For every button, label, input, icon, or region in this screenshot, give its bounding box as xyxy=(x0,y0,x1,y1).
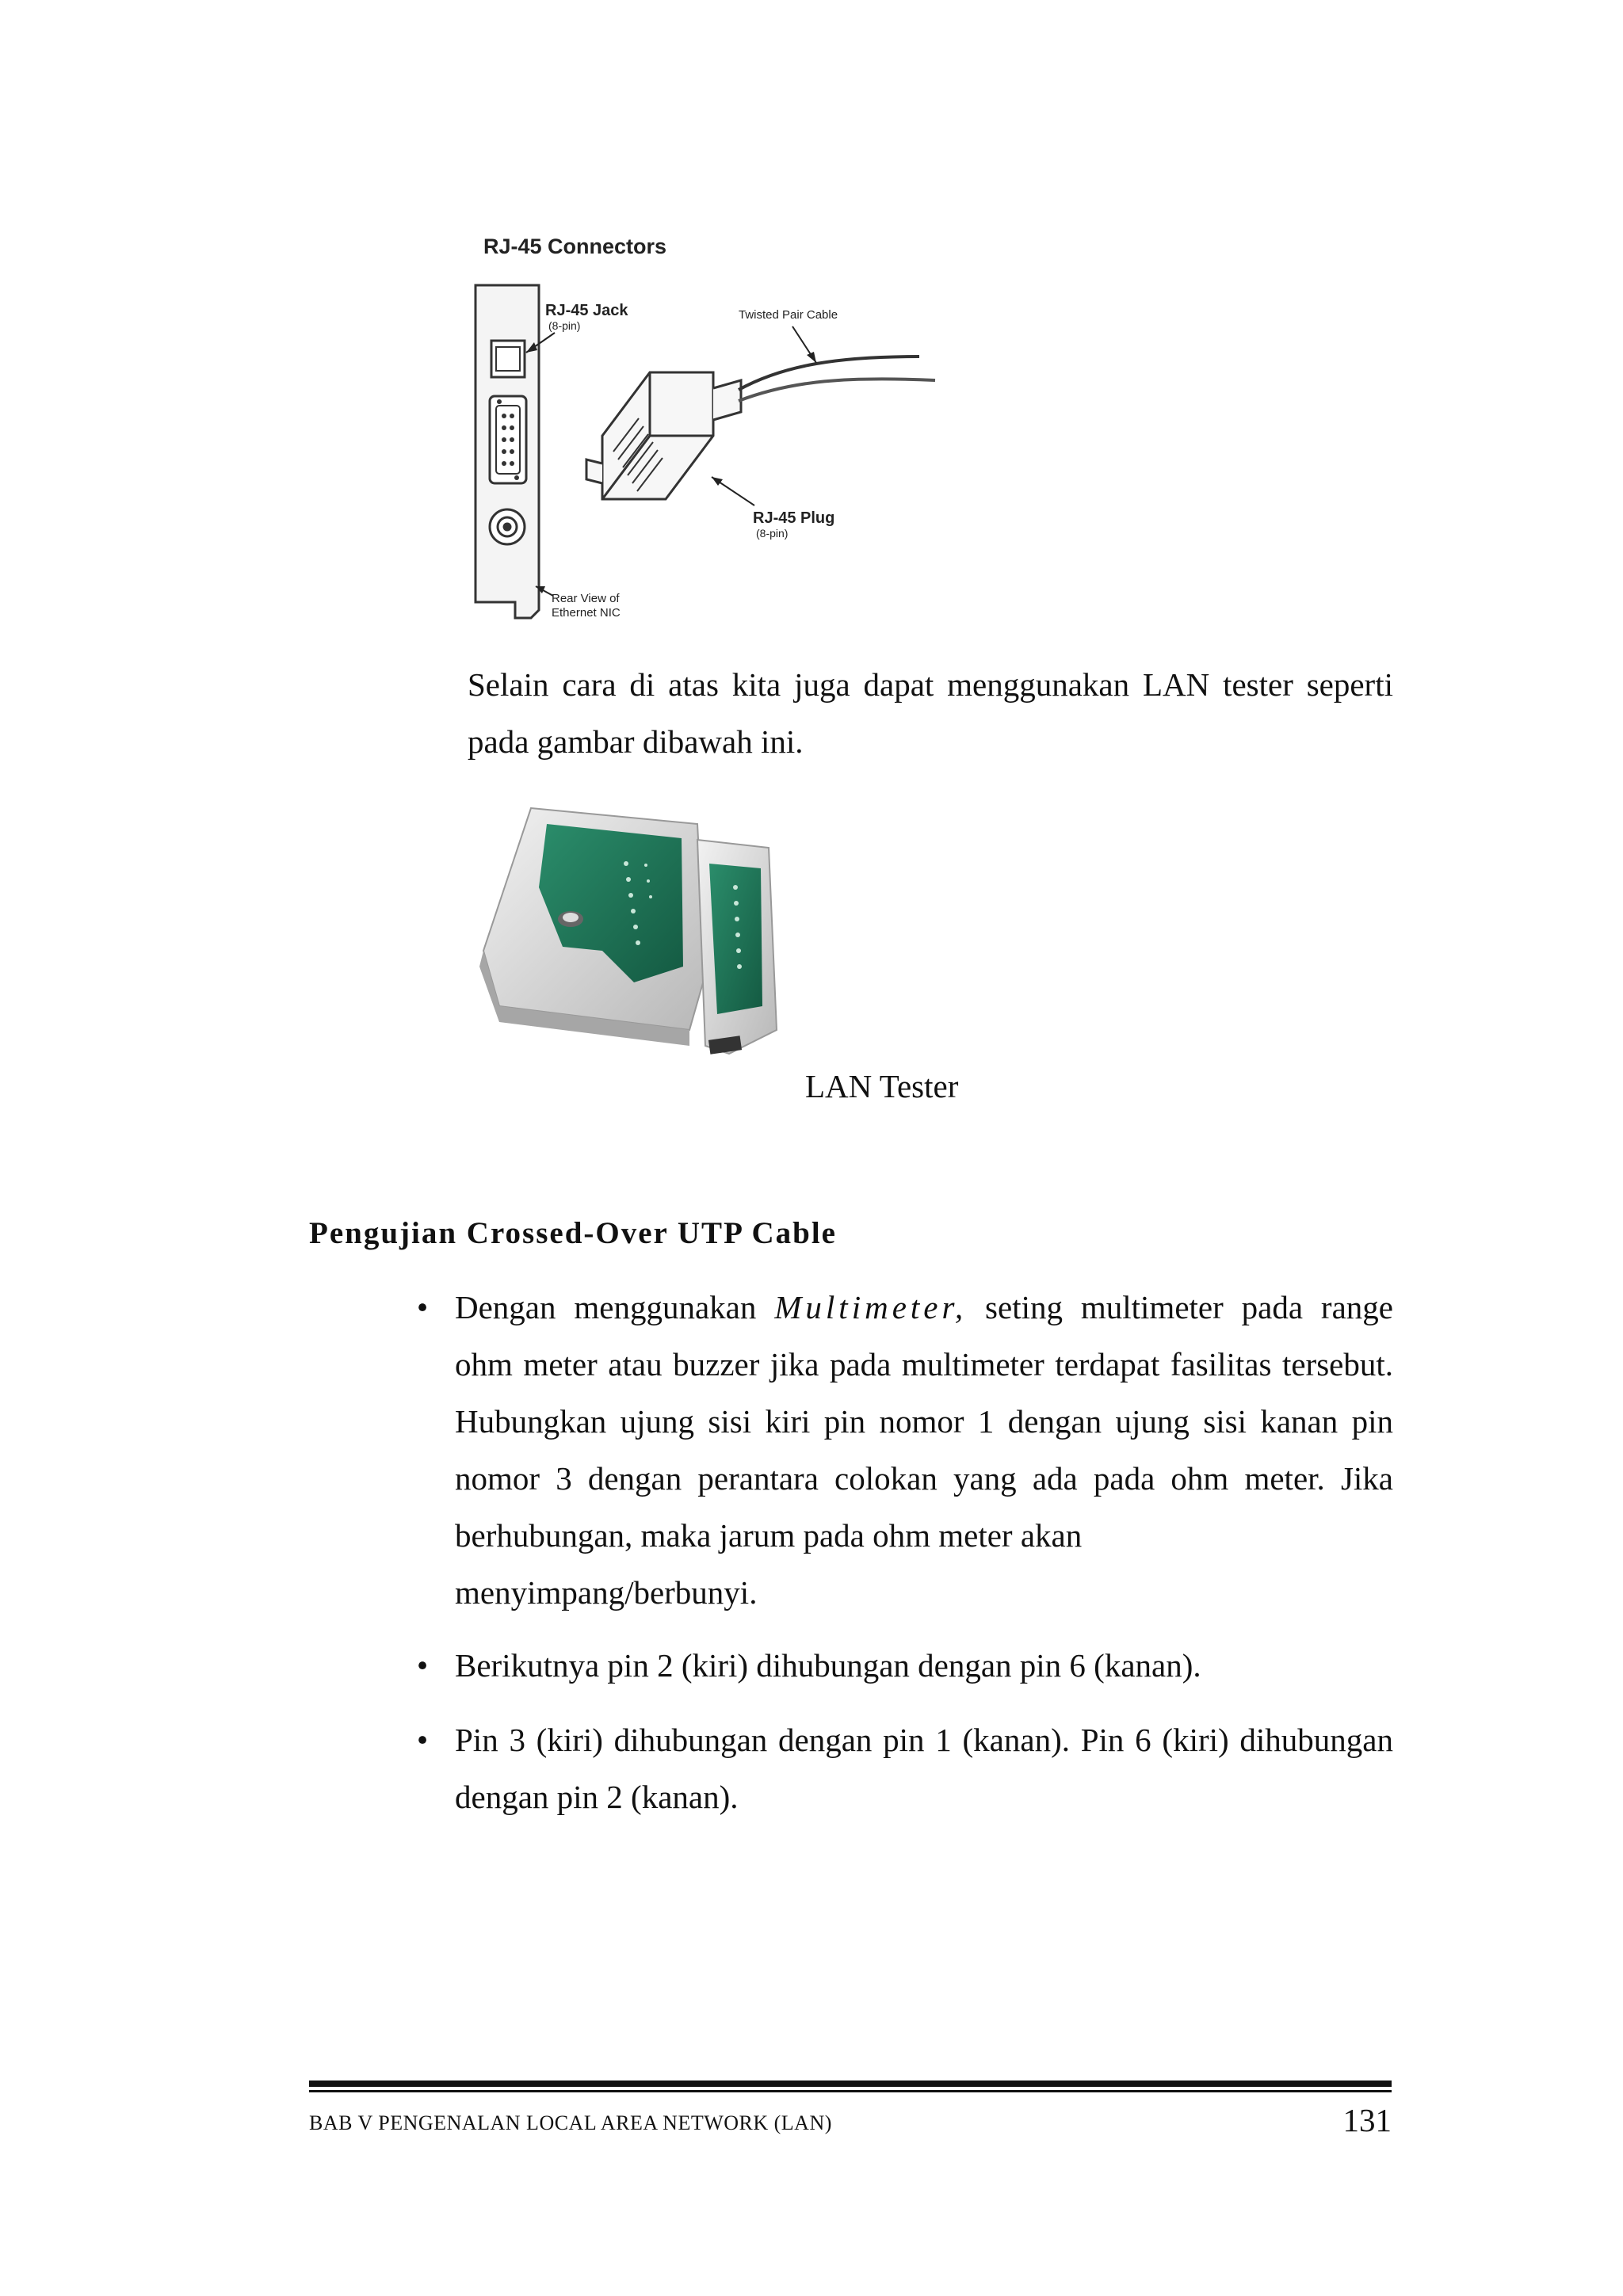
bullet-text-last-line: menyimpang/berbunyi. xyxy=(455,1574,758,1611)
bullet-item-2 xyxy=(416,1637,1393,1694)
figure-title: RJ-45 Connectors xyxy=(483,235,667,258)
bullet-text-last-line: dengan pin 2 (kanan). xyxy=(455,1779,739,1815)
bullet-dot: • xyxy=(416,1722,429,1758)
bullet-text: Pin 3 (kiri) dihubungan dengan pin 1 (kanan). Pin 6 (kiri) dihubungan xyxy=(455,1722,1393,1758)
bullet-dot: • xyxy=(416,1647,429,1684)
bullet-item-3 xyxy=(416,1711,1393,1825)
jack-sublabel: (8-pin) xyxy=(548,319,581,332)
multimeter-term: Multimeter, xyxy=(774,1289,968,1325)
cable-label: Twisted Pair Cable xyxy=(739,308,838,322)
nic-bracket-illustration xyxy=(475,285,539,618)
jack-label: RJ-45 Jack xyxy=(545,302,628,319)
intro-paragraph xyxy=(468,656,1393,770)
paragraph-line-2: pada gambar dibawah ini. xyxy=(468,723,804,760)
rear-view-label-2: Ethernet NIC xyxy=(552,606,621,620)
plug-sublabel: (8-pin) xyxy=(756,527,789,540)
lan-tester-image xyxy=(468,792,800,1093)
paragraph-line-1: Selain cara di atas kita juga dapat menggunakan LAN tester seperti xyxy=(468,666,1393,703)
page-number: 131 xyxy=(1342,2102,1392,2138)
rj45-connectors-figure xyxy=(444,222,951,634)
bullet-dot: • xyxy=(416,1289,429,1325)
bullet-text: Dengan menggunakan Multimeter, seting multimeter pada range ohm meter atau buzzer jika pada multimeter terdapat fasilitas tersebut. Hubungkan ujung sisi kiri pin nomor 1 dengan ujung sisi kanan pin nomor 3 dengan perantara colokan yang ada pada ohm meter. Jika berhubungan, maka jarum pada ohm meter akan xyxy=(455,1289,1393,1554)
footer-rule-thin xyxy=(309,2090,1392,2092)
rear-view-label-1: Rear View of xyxy=(552,592,620,605)
section-heading: Pengujian Crossed-Over UTP Cable xyxy=(309,1216,837,1250)
footer-chapter: BAB V PENGENALAN LOCAL AREA NETWORK (LAN) xyxy=(309,2111,832,2134)
plug-label: RJ-45 Plug xyxy=(753,509,835,527)
footer-rule-thick xyxy=(309,2081,1392,2087)
figure-caption: LAN Tester xyxy=(805,1068,959,1104)
bullet-text: Berikutnya pin 2 (kiri) dihubungan dengan pin 6 (kanan). xyxy=(455,1647,1201,1684)
bullet-item-1 xyxy=(416,1279,1393,1621)
